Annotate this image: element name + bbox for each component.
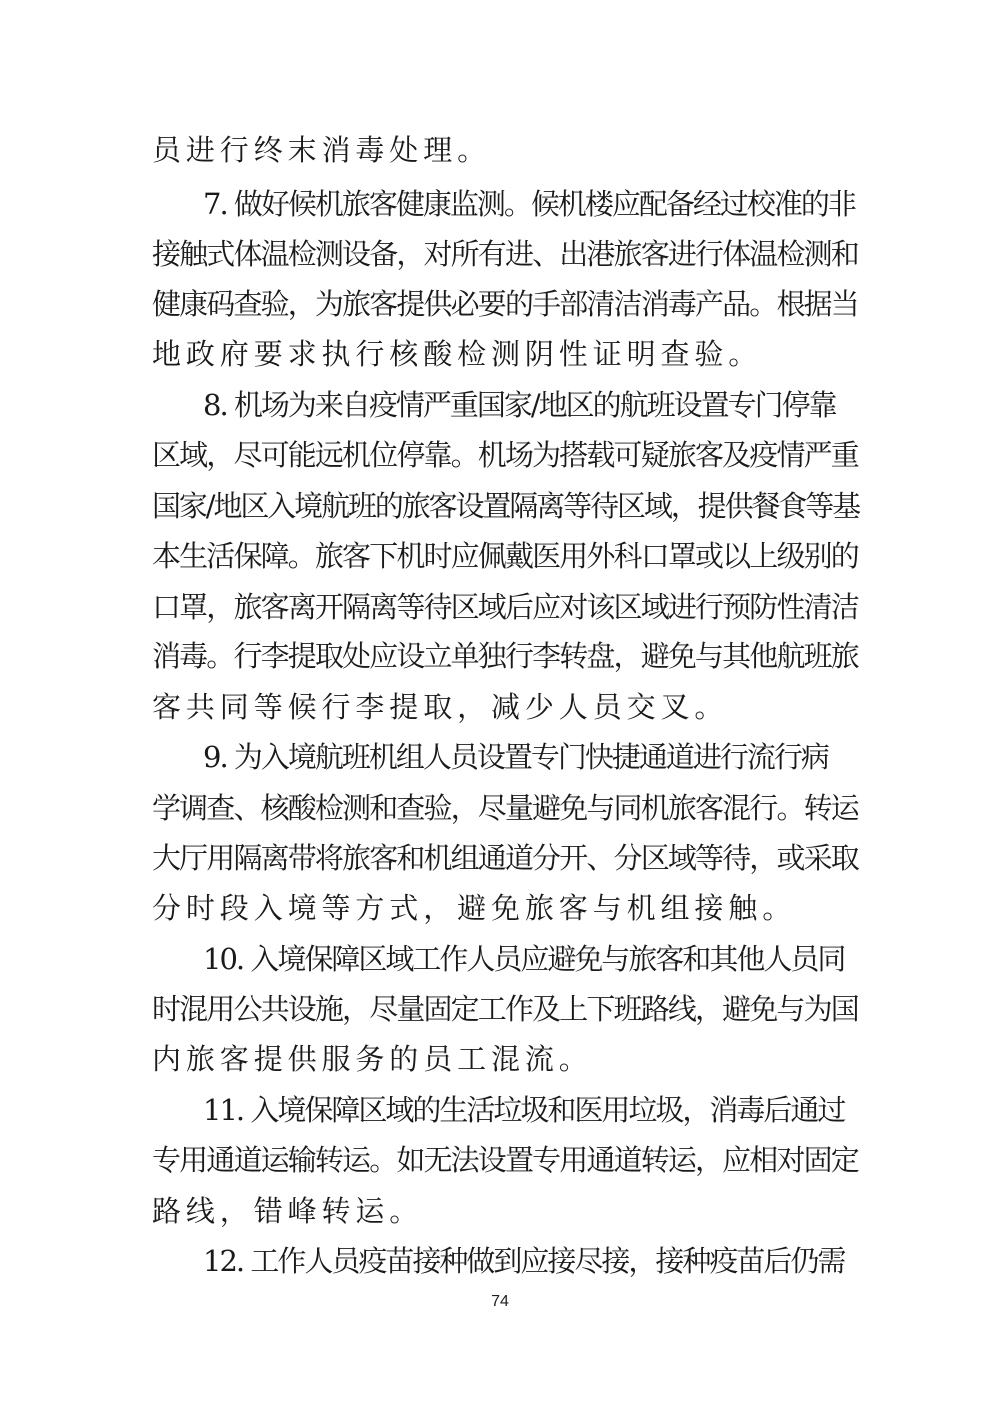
text-line-5: 地政府要求执行核酸检测阴性证明查验。 [152,337,763,371]
text-line-18: 时混用公共设施，尽量固定工作及上下班路线，避免与为国 [152,992,858,1026]
text-line-3: 接触式体温检测设备，对所有进、出港旅客进行体温检测和 [152,237,858,271]
text-line-12: 客共同等候行李提取，减少人员交叉。 [152,690,729,724]
text-line-11: 消毒。行李提取处应设立单独行李转盘，避免与其他航班旅 [152,639,858,673]
text-line-6: 8. 机场为来自疫情严重国家/地区的航班设置专门停靠 [203,388,836,422]
text-line-23: 12. 工作人员疫苗接种做到应接尽接，接种疫苗后仍需 [203,1244,845,1278]
text-line-13: 9. 为入境航班机组人员设置专门快捷通道进行流行病 [203,740,828,774]
text-line-22: 路线，错峰转运。 [152,1194,424,1228]
text-line-21: 专用通道运输转运。如无法设置专用通道转运，应相对固定 [152,1143,858,1177]
text-line-7: 区域，尽可能远机位停靠。机场为搭载可疑旅客及疫情严重 [152,438,858,472]
text-line-1: 员进行终末消毒处理。 [152,133,492,167]
text-line-19: 内旅客提供服务的员工混流。 [152,1042,593,1076]
text-line-20: 11. 入境保障区域的生活垃圾和医用垃圾，消毒后通过 [203,1093,845,1127]
text-line-17: 10. 入境保障区域工作人员应避免与旅客和其他人员同 [203,942,845,976]
text-line-10: 口罩，旅客离开隔离等待区域后应对该区域进行预防性清洁 [152,590,858,624]
text-line-14: 学调查、核酸检测和查验，尽量避免与同机旅客混行。转运 [152,791,858,825]
text-line-15: 大厅用隔离带将旅客和机组通道分开、分区域等待，或采取 [152,841,858,875]
text-line-4: 健康码查验，为旅客提供必要的手部清洁消毒产品。根据当 [152,287,858,321]
text-line-9: 本生活保障。旅客下机时应佩戴医用外科口罩或以上级别的 [152,539,858,573]
text-line-2: 7. 做好候机旅客健康监测。候机楼应配备经过校准的非 [203,187,855,221]
text-line-8: 国家/地区入境航班的旅客设置隔离等待区域，提供餐食等基 [152,489,860,523]
text-line-16: 分时段入境等方式，避免旅客与机组接触。 [152,891,797,925]
page-number: 74 [491,1293,509,1310]
